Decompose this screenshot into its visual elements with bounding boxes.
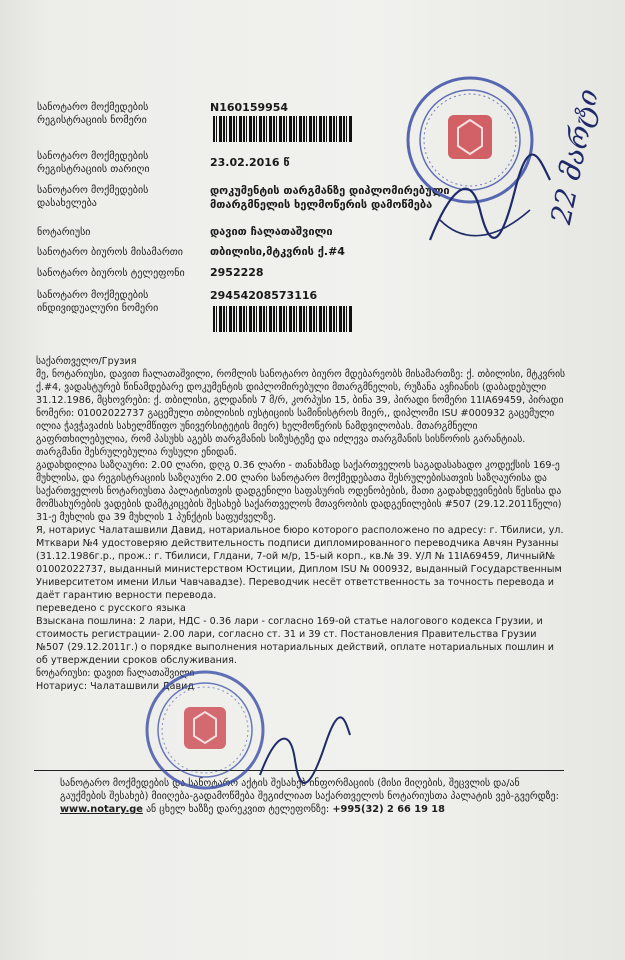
barcode-top (213, 116, 353, 142)
handwritten-date-note: 22 მარტი (544, 86, 605, 227)
notary-signature-ge: ნოტარიუსი: დავით ჩალათაშვილი (36, 668, 195, 679)
notary-signature-bottom (255, 715, 355, 795)
office-phone-label: სანოტარო ბიუროს ტელეფონი (37, 268, 185, 279)
act-date-label: სანოტარო მოქმედების რეგისტრაციის თარიღი (37, 151, 150, 175)
hotline-phone: +995(32) 2 66 19 18 (332, 804, 445, 815)
georgian-fee-text: გადახდილია საზღაური: 2.00 ლარი, დღგ 0.36 ლარი - თანახმად საქართველოს საგადასახადო კოდექსის 169-ე მუხლისა, და რეგისტრაციის საზღაური 2.00 ლარი სანოტარო მოქმედებათა შესრულებისათვის საზღაურისა და საქართველოს ნოტარიუსთა პალატისთვის დადგენილი საფასურის ოდენობების, მათი გადახდევინების წესისა და მომსახურების ვადების დამტკიცების შესახებ საქართველოს მთავრობის დადგენილების #507 (29.12.2011წელი) 31-ე მუხლის და 39 მუხლის 1 პუნქტის საფუძველზე. (36, 460, 562, 523)
individual-number: 29454208573116 (210, 289, 318, 302)
act-date: 23.02.2016 წ (210, 156, 290, 169)
notary-stamp-bottom (140, 665, 270, 795)
individual-number-label: სანოტარო მოქმედების ინდივიდუალური ნომერი (37, 290, 159, 314)
act-number: N160159954 (210, 101, 289, 114)
georgian-certification: მე, ნოტარიუსი, დავით ჩალათაშვილი, რომლის სანოტარო ბიურო მდებარეობს მისამართზე: ქ. თბილისი, მტკვრის ქ.#4, ვადასტურებ წინამდებარე დოკუმენტის დიპლომირებული მთარგმნელის, რუზანა ავჩიანის (დაბადებული 31.12.1986, მცხოვრები: ქ. თბილისი, გლდანის 7 მ/რ, კორპუსი 15, ბინა 39, პირადი ნომერი 11IA69459, პირადი ნომერი: 01002022737 გაცემული თბილისის იუსტიციის სამინისტროს მიერ,, დიპლომი ISU #000932 გაცემული ილია ჭავჭავაძის სახელმწიფო უნივერსიტეტის მიერ) ხელმოწერის ნამდვილობას. მთარგმნელი გაფრთხილებულია, რომ პასუხს აგებს თარგმანის სიზუსტეზე და იძლევა თარგმანის სისწორის გარანტიას. თარგმანი შესრულებულია რუსული ენიდან. (36, 369, 566, 458)
footer-line2-prefix: ვებ-გვერდზე: (495, 791, 559, 802)
act-name: დოკუმენტის თარგმანზე დიპლომირებული მთარგმნელის ხელმოწერის დამოწმება (210, 184, 450, 211)
barcode-bottom (213, 306, 353, 332)
certification-text (36, 355, 566, 693)
office-address: თბილისი,მტკვრის ქ.#4 (210, 245, 345, 258)
office-phone: 2952228 (210, 266, 264, 279)
notary-website-link[interactable]: www.notary.ge (60, 804, 143, 815)
act-number-label: სანოტარო მოქმედების რეგისტრაციის ნომერი (37, 102, 149, 126)
country-heading: საქართველო/Грузия (36, 356, 137, 367)
footer-line1: სანოტარო მოქმედების და სანოტარო აქტის შესახებ ინფორმაციის (მისი მიღების, შეცვლის და/ან გაუქმების შესახებ) მიიღება-გადამოწმება შეგიძლიათ საქართველოს ნოტარიუსთა პალატის (60, 778, 520, 802)
notary-signature-ru: Нотариус: Чалаташвили Давид (36, 681, 195, 692)
russian-certification: Я, нотариус Чалаташвили Давид, нотариальное бюро которого расположено по адресу: г. Тбилиси, ул. Мтквари №4 удостоверяю действительность подписи дипломированного переводчика Авчян Рузанны (31.12.1986г.р., прож.: г. Тбилиси, Глдани, 7-ой м/р, 15-ый корп., кв.№ 39. У/Л № 11IA69459, Личный№ 01002022737, выданный министерством Юстиции, Диплом ISU № 000932, выданный Государственным Университетом имени Ильи Чавчавадзе). Переводчик несёт ответственность за точность перевода и даёт гарантию верности перевода. (36, 525, 564, 601)
notary-name: დავით ჩალათაშვილი (210, 225, 333, 238)
notary-signature-top (420, 150, 560, 260)
footer-line2-mid: ან ცხელ ხაზზე დარეკვით ტელეფონზე: (146, 804, 330, 815)
translated-from: переведено с русского языка (36, 603, 186, 614)
act-name-label: სანოტარო მოქმედების დასახელება (37, 185, 149, 209)
russian-fee-text: Взыскана пошлина: 2 лари, НДС - 0.36 лари - согласно 169-ой статье налогового кодекса Грузии, и стоимость регистрации- 2.00 лари, согласно ст. 31 и 39 ст. Постановления Правительства Грузии №507 (29.12.2011г.) о порядке выполнения нотариальных действий, оплате нотариальных пошлин и об утверждении сроков обслуживания. (36, 616, 554, 666)
office-address-label: სანოტარო ბიუროს მისამართი (37, 247, 183, 258)
notary-label: ნოტარიუსი (37, 227, 91, 238)
